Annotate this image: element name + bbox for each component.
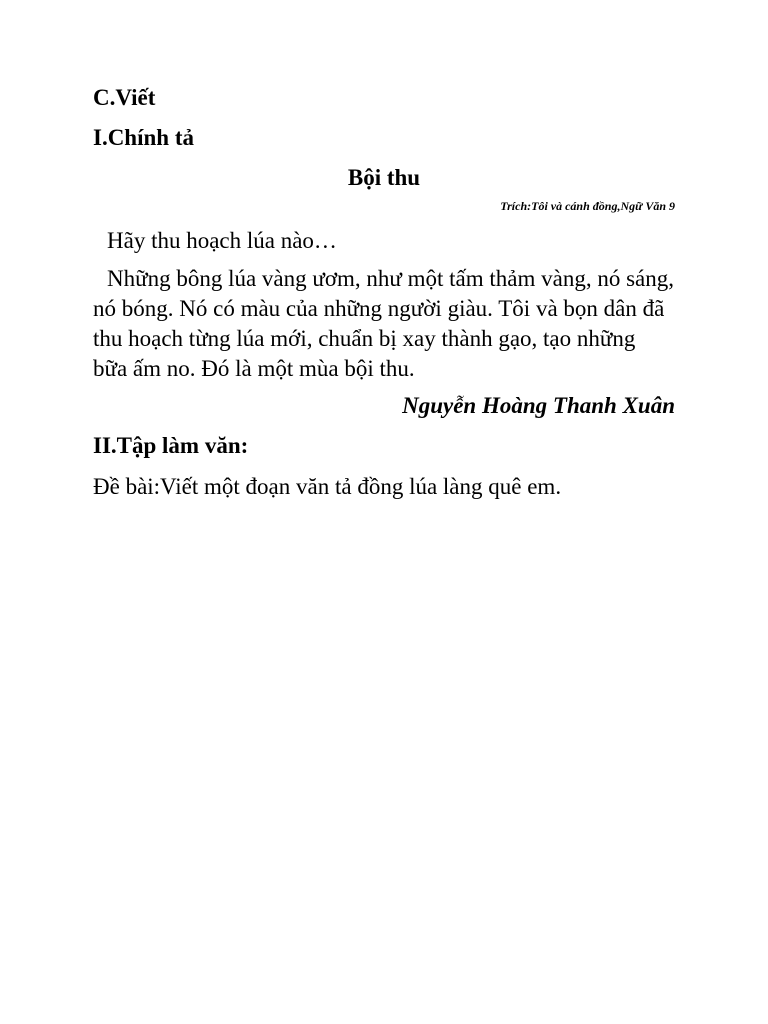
passage-paragraph-1: Hãy thu hoạch lúa nào… [107, 228, 337, 253]
section-heading-composition: II.Tập làm văn: [93, 433, 249, 458]
passage-author: Nguyễn Hoàng Thanh Xuân [402, 393, 675, 418]
passage-paragraph-2: Những bông lúa vàng ươm, như một tấm thảm vàng, nó sáng, nó bóng. Nó có màu của những người giàu. Tôi và bọn dân đã thu hoạch từng lúa mới, chuẩn bị xay thành gạo, tạo những bữa ấm no. Đó là một mùa bội thu. [93, 266, 674, 381]
passage-title: Bội thu [347, 165, 421, 190]
section-heading-writing: C.Viết [93, 85, 156, 110]
composition-prompt: Đề bài:Viết một đoạn văn tả đồng lúa làng quê em. [93, 474, 562, 499]
section-heading-spelling: I.Chính tả [93, 125, 194, 150]
document-page [93, 84, 675, 502]
passage-source: Trích:Tôi và cánh đồng,Ngữ Văn 9 [500, 199, 675, 213]
